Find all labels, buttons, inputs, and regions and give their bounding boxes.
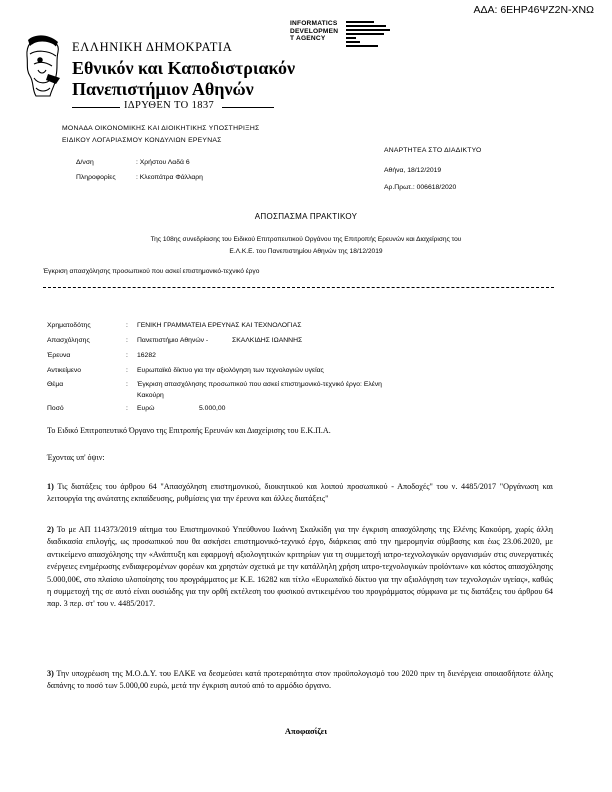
stamp-line-2: DEVELOPMEN (290, 27, 339, 35)
founded-rule-left (72, 107, 120, 108)
document-title: ΑΠΟΣΠΑΣΜΑ ΠΡΑΚΤΙΚΟΥ (254, 212, 358, 221)
university-name-line-1: Εθνικόν και Καποδιστριακόν (72, 58, 295, 78)
detail-colon: : (126, 337, 128, 344)
founded-year: ΙΔΡΥΘΕΝ ΤΟ 1837 (124, 100, 215, 111)
protocol-number: Αρ.Πρωτ.: 006618/2020 (384, 184, 457, 191)
detail-value: Ευρωπαϊκό δίκτυο για την αξιολόγηση των τεχνολογιών υγείας (137, 367, 324, 374)
detail-colon: : (126, 405, 128, 412)
republic-heading: ΕΛΛΗΝΙΚΗ ΔΗΜΟΚΡΑΤΙΑ (72, 40, 233, 54)
session-line-1: Της 108ης συνεδρίασης του Ειδικού Επιτροπευτικού Οργάνου της Επιτροπής Ερευνών και Διαχείρισης του (150, 236, 462, 243)
detail-label: Ποσό (47, 405, 64, 412)
point-number: 1) (47, 482, 54, 491)
detail-label: Αντικείμενο (47, 367, 82, 374)
posted-notice: ΑΝΑΡΤΗΤΕΑ ΣΤΟ ΔΙΑΔΙΚΤΥΟ (384, 147, 482, 154)
detail-value: Έγκριση απασχόλησης προσωπικού που ασκεί επιστημονικό-τεχνικό έργο: Ελένη (137, 381, 382, 388)
unit-name-line-1: ΜΟΝΑΔΑ ΟΙΚΟΝΟΜΙΚΗΣ ΚΑΙ ΔΙΟΙΚΗΤΙΚΗΣ ΥΠΟΣΤΗΡΙΞΗΣ (62, 125, 260, 132)
stamp-fineprint (346, 21, 406, 55)
unit-name-line-2: ΕΙΔΙΚΟΥ ΛΟΓΑΡΙΑΣΜΟΥ ΚΟΝΔΥΛΙΩΝ ΕΡΕΥΝΑΣ (62, 137, 222, 144)
point-number: 3) (47, 669, 54, 678)
detail-value: Πανεπιστήμιο Αθηνών - (137, 337, 209, 344)
subject-line: Έγκριση απασχόλησης προσωπικού που ασκεί επιστημονικό-τεχνικό έργο (43, 268, 260, 275)
detail-colon: : (126, 322, 128, 329)
detail-value-2: ΣΚΑΛΚΙΔΗΣ ΙΩΑΝΝΗΣ (232, 337, 303, 344)
detail-value-cont: Κακούρη (137, 392, 164, 399)
athena-seal-icon (20, 34, 64, 100)
point-text: Την υποχρέωση της Μ.Ο.Δ.Υ. του ΕΛΚΕ να δεσμεύσει κατά προτεραιότητα στον προϋπολογισμό του 2020 πριν τη διενέργεια οποιασδήποτε άλλης δαπάνης το ποσό των 5.000,00 ευρώ, μετά την έγκριση αυτού από το αρμόδιο όργανο. (47, 669, 553, 691)
ada-number: ΑΔΑ: 6ΕΗΡ46ΨΖ2Ν-ΧΝΩ (473, 4, 594, 16)
detail-label: Έρευνα (47, 352, 71, 359)
agency-stamp (290, 20, 338, 43)
having-text: Έχοντας υπ' όψιν: (47, 453, 105, 462)
point-1 (47, 481, 553, 506)
point-text: Το με ΑΠ 114373/2019 αίτημα του Επιστημονικού Υπεύθυνου Ιωάννη Σκαλκίδη για την έγκριση απασχόλησης της Ελένης Κακούρη, χωρίς άλλη διαδικασία επιλογής, ως προσωπικού που θα ασκήσει επιστημονικό-τεχνικό έργο, διάρκειας από την ημερομηνία σύμβασης και έως 23.06.2020, με αντικείμενο απασχόλησης την «Ανάπτυξη και εφαρμογή αξιολογητικών κριτηρίων για τη συμμετοχή ιατρο-τεχνολογικών οργανισμών στις συνεργατικές ενέργειες ενημέρωσης ενδιαφερομένων φορέων και χρηστών σχετικά με την κατάλληλη χρήση ιατρο-τεχνολογικών προϊόντων» και κόστος απασχόλησης 5.000,00€, στο πλαίσιο υλοποίησης του προγράμματος με Κ.Ε. 16282 και τίτλο «Ευρωπαϊκό δίκτυο για την αξιολόγηση των τεχνολογιών υγείας», καθώς η συμμετοχή της σε αυτό είναι ουσιώδης για την ορθή εκτέλεση του φυσικού αντικειμένου του προγράμματος σύμφωνα με τις διατάξεις του άρθρου 64 παρ. 3 περ. στ' του ν. 4485/2017. (47, 525, 553, 609)
detail-value: Ευρώ (137, 405, 155, 412)
address-value: : Χρήστου Λαδά 6 (136, 159, 190, 166)
detail-value-2: 5.000,00 (199, 405, 226, 412)
stamp-line-3: T AGENCY (290, 35, 326, 43)
dashed-separator (43, 287, 554, 288)
detail-colon: : (126, 367, 128, 374)
intro-text: Το Ειδικό Επιτροπευτικό Όργανο της Επιτροπής Ερευνών και Διαχείρισης του Ε.Κ.Π.Α. (47, 426, 331, 435)
detail-colon: : (126, 381, 128, 388)
point-number: 2) (47, 525, 54, 534)
document-date: Αθήνα, 18/12/2019 (384, 167, 442, 174)
info-label: Πληροφορίες (76, 174, 116, 181)
address-label: Δ/νση (76, 159, 94, 166)
stamp-line-1: INFORMATICS (290, 20, 338, 27)
session-line-2: Ε.Λ.Κ.Ε. του Πανεπιστημίου Αθηνών της 18/12/2019 (229, 248, 383, 255)
university-name-line-2: Πανεπιστήμιον Αθηνών (72, 79, 254, 99)
info-value: : Κλεοπάτρα Φάλλαρη (136, 174, 203, 181)
detail-value: 16282 (137, 352, 156, 359)
detail-colon: : (126, 352, 128, 359)
point-3 (47, 668, 553, 693)
point-text: Τις διατάξεις του άρθρου 64 "Απασχόληση επιστημονικού, διοικητικού και λοιπού προσωπικού - Αποδοχές" του ν. 4485/2017 "Οργάνωση και λειτουργία της ανώτατης εκπαίδευσης, ρυθμίσεις για την έρευνα και άλλες διατάξεις" (47, 482, 553, 504)
detail-label: Απασχόλησης (47, 337, 90, 344)
point-2 (47, 524, 553, 611)
detail-label: Χρηματοδότης (47, 322, 91, 329)
detail-value: ΓΕΝΙΚΗ ΓΡΑΜΜΑΤΕΙΑ ΕΡΕΥΝΑΣ ΚΑΙ ΤΕΧΝΟΛΟΓΙΑΣ (137, 322, 302, 329)
detail-label: Θέμα (47, 381, 64, 388)
decides-heading: Αποφασίζει (284, 726, 328, 736)
founded-rule-right (222, 107, 274, 108)
